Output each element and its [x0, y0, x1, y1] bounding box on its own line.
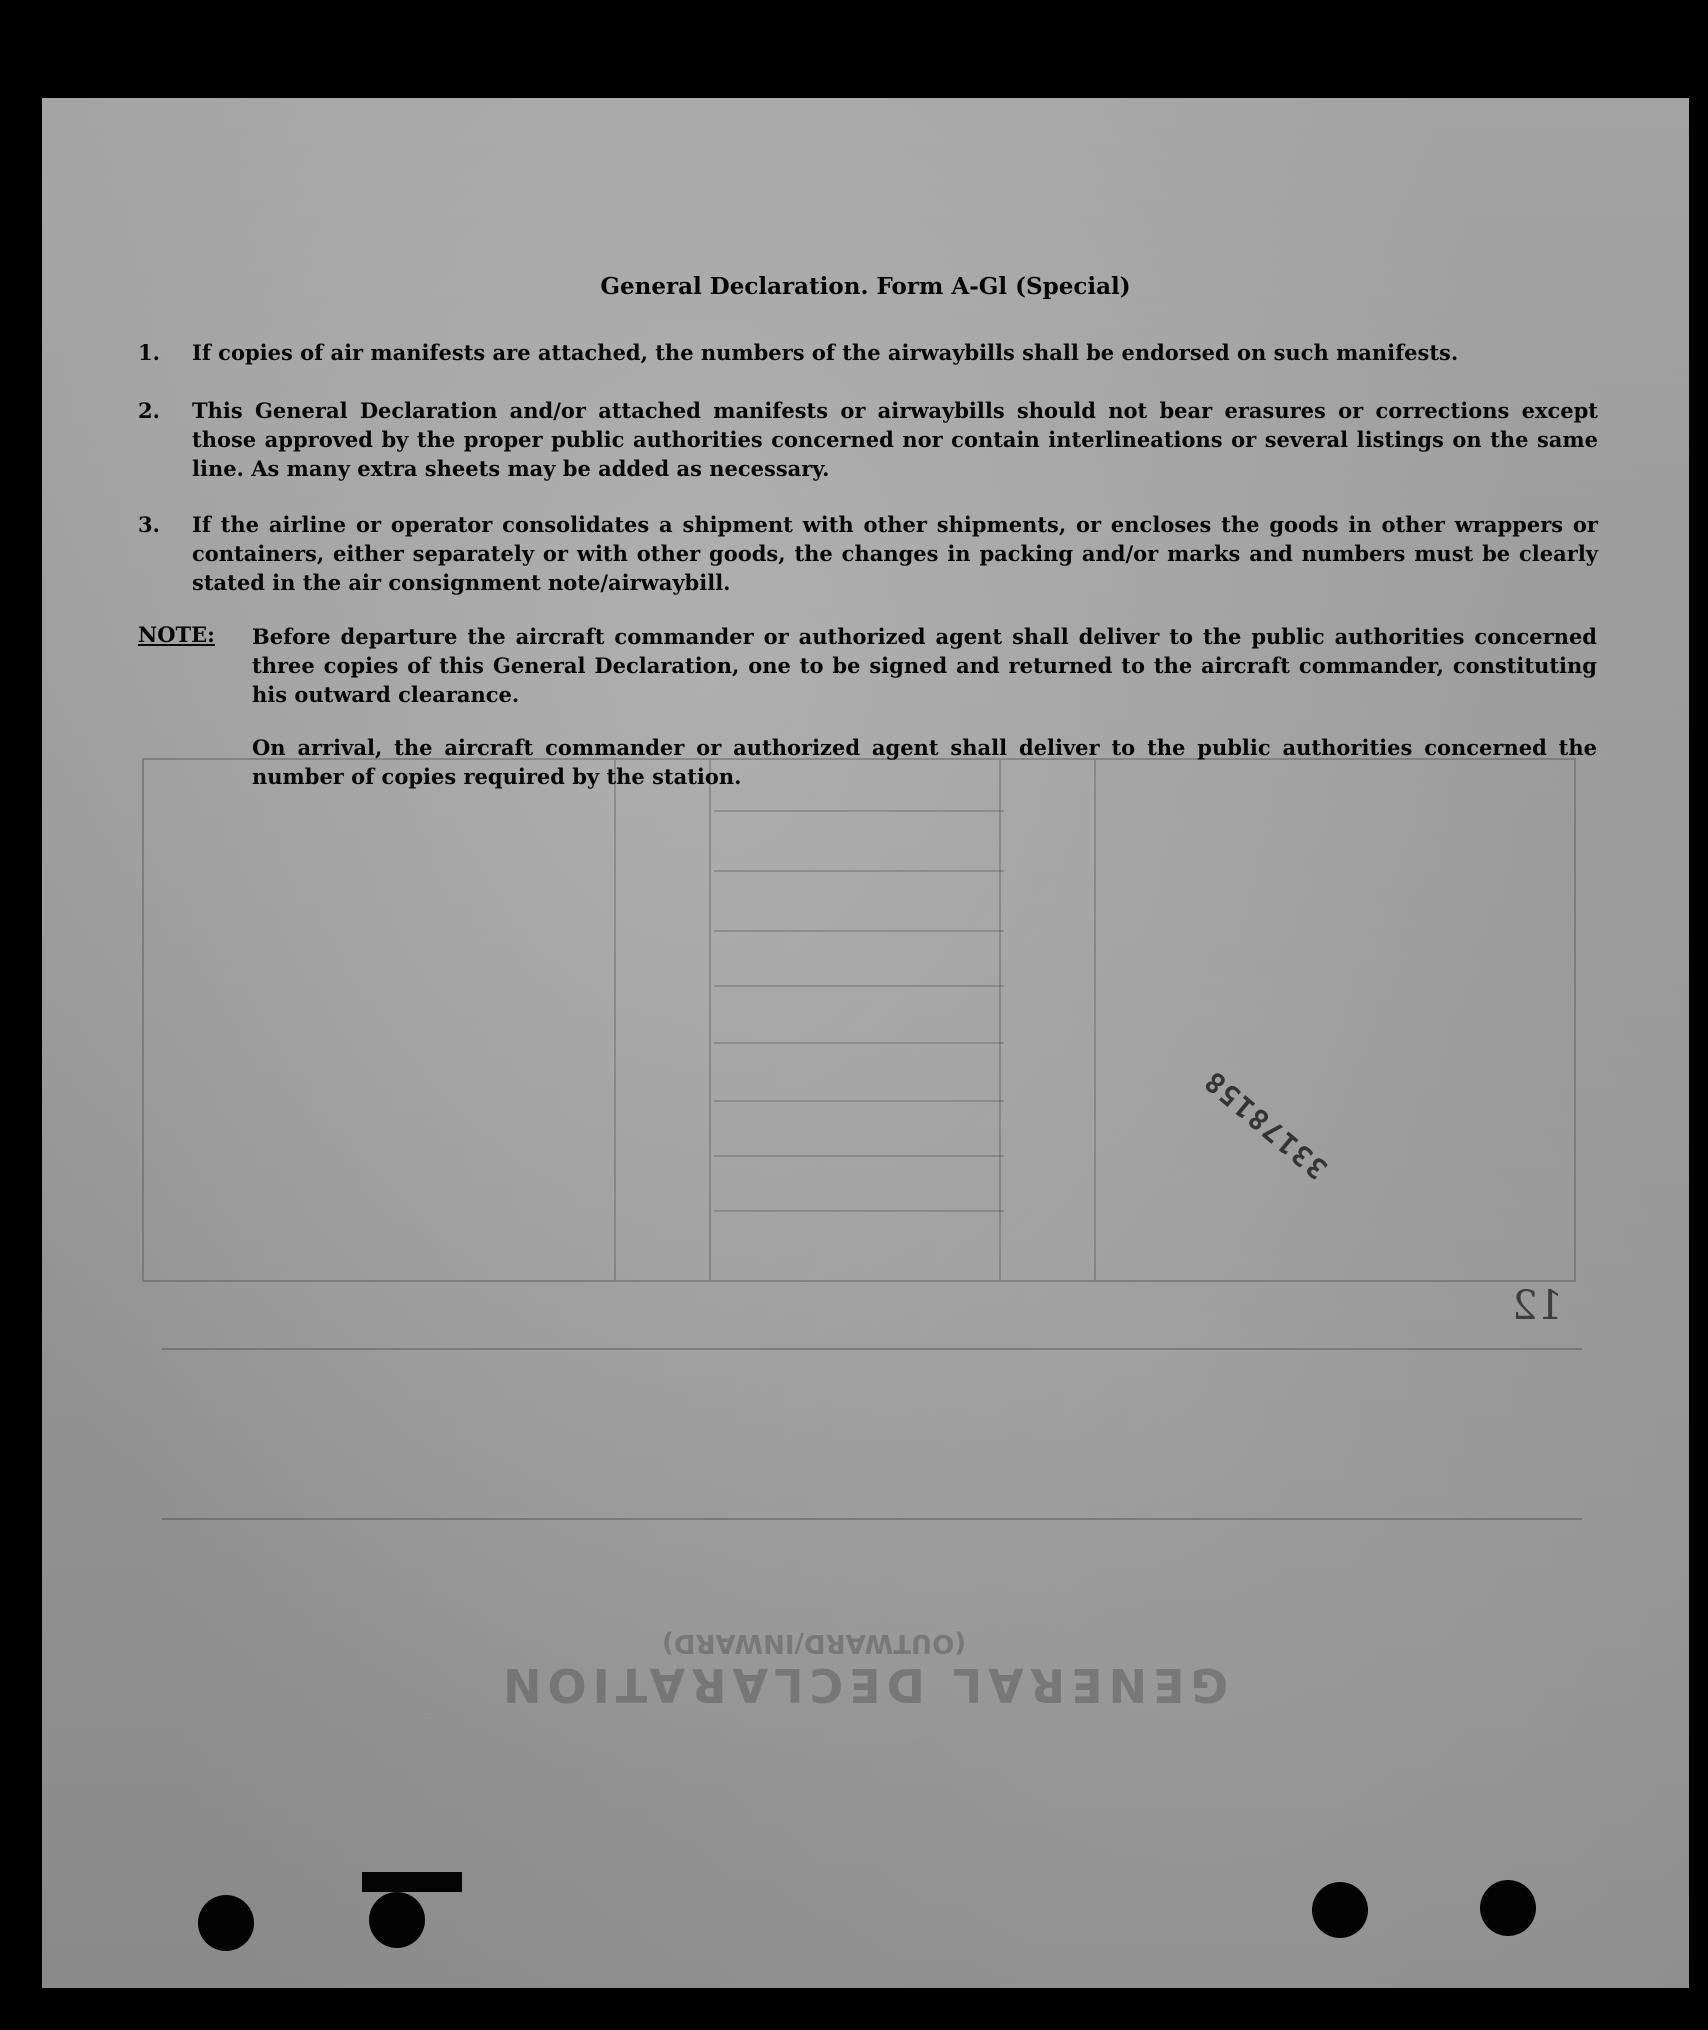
- item-number: 2.: [138, 398, 160, 423]
- number-stamp: 33178158: [1197, 1063, 1334, 1186]
- punch-hole: [1312, 1882, 1368, 1938]
- item-text: This General Declaration and/or attached manifests or airwaybills should not bear erasures or corrections except those approved by the proper public authorities concerned nor contain interlineations or several listings on the same line. As many extra sheets may be added as necessary.: [192, 398, 1598, 481]
- binding-tab: [362, 1872, 462, 1892]
- form-title: General Declaration. Form A-Gl (Special): [600, 273, 1131, 300]
- item-text: If the airline or operator consolidates a shipment with other shipments, or encloses the goods in other wrappers or containers, either separately or with other goods, the changes in packing and/or marks and numbers must be clearly stated in the air consignment note/airwaybill.: [192, 512, 1598, 595]
- item-number: 1.: [138, 340, 160, 365]
- bleed-through-subheading: (OUTWARD/INWARD): [662, 1628, 967, 1658]
- instruction-item: [138, 510, 1598, 597]
- page-mark: 12: [1512, 1283, 1563, 1329]
- punch-hole: [1480, 1880, 1536, 1936]
- bleed-through-heading: GENERAL DECLARATION: [497, 1658, 1229, 1712]
- note-paragraph: Before departure the aircraft commander or authorized agent shall deliver to the public authorities concerned three copies of this General Declaration, one to be signed and returned to the aircraft commander, constituting his outward clearance.: [252, 624, 1597, 707]
- divider-line: [162, 1348, 1582, 1350]
- item-number: 3.: [138, 512, 160, 537]
- divider-line: [162, 1518, 1582, 1520]
- note-label: NOTE:: [138, 622, 215, 647]
- punch-hole: [369, 1892, 425, 1948]
- punch-hole: [198, 1895, 254, 1951]
- document-sheet: [42, 98, 1689, 1988]
- instruction-item: [138, 396, 1598, 483]
- bleed-through-table: [142, 758, 1576, 1282]
- instruction-item: [138, 338, 1598, 367]
- item-text: If copies of air manifests are attached, the numbers of the airwaybills shall be endorsed on such manifests.: [192, 340, 1459, 365]
- note-paragraph: On arrival, the aircraft commander or authorized agent shall deliver to the public authorities concerned the number of copies required by the station.: [252, 735, 1597, 789]
